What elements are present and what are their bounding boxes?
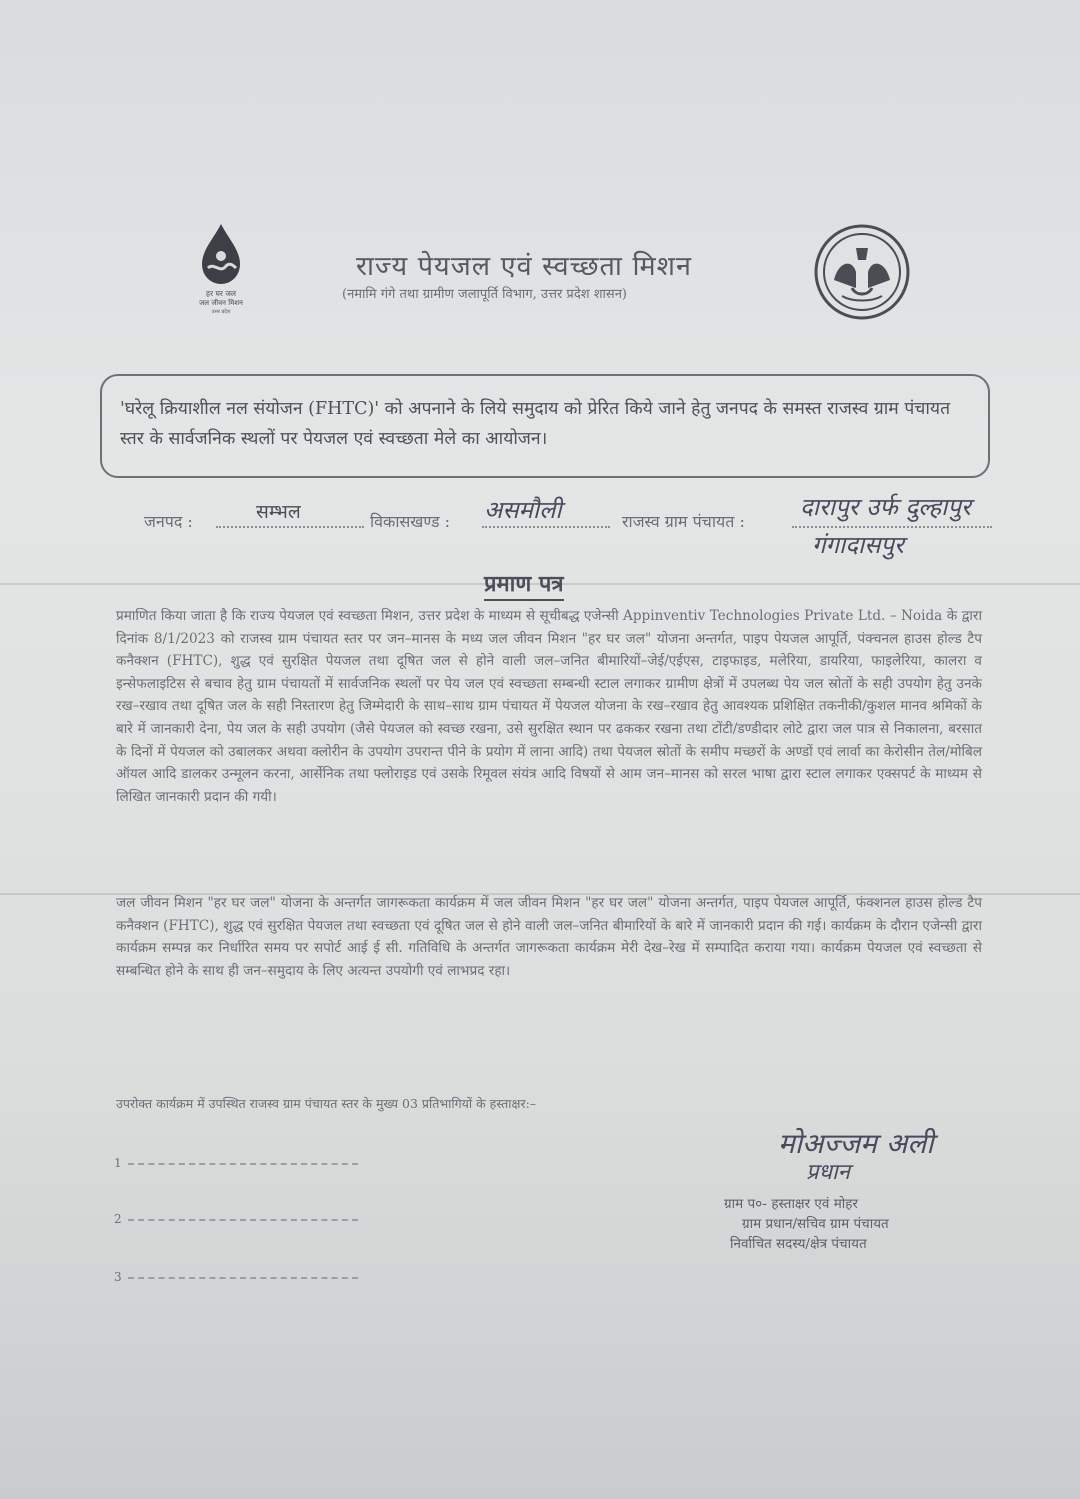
svg-text:जल जीवन मिशन: जल जीवन मिशन [199, 299, 243, 307]
header-title: राज्य पेयजल एवं स्वच्छता मिशन [356, 251, 692, 282]
svg-text:उत्तर प्रदेश: उत्तर प्रदेश [211, 309, 231, 315]
block-dotted-line [482, 526, 610, 528]
certificate-paragraph-2: जल जीवन मिशन "हर घर जल" योजना के अन्तर्गत जागरूकता कार्यक्रम में जल जीवन मिशन "हर घर जल" योजना अन्तर्गत, पाइप पेयजल आपूर्ति, फंक्शनल हाउस होल्ड टैप कनैक्शन (FHTC), शुद्ध एवं सुरक्षित पेयजल तथा स्वच्छता एवं दूषित जल से होने वाली जल–जनित बीमारियों के बारे में जानकारी प्रदान की गई। कार्यक्रम के दौरान एजेन्सी द्वारा कार्यक्रम सम्पन्न कर निर्धारित समय पर सपोर्ट आई ई सी. गतिविधि के अन्तर्गत जागरूकता कार्यक्रम मेरी देख–रेख में सम्पादित कराया गया। कार्यक्रम पेयजल एवं स्वच्छता से सम्बन्धित होने के साथ ही जन–समुदाय के लिए अत्यन्त उपयोगी एवं लाभप्रद रहा। [116, 895, 982, 979]
block-value-handwritten: असमौली [484, 496, 562, 524]
header-subtitle: (नमामि गंगे तथा ग्रामीण जलापूर्ति विभाग, उत्तर प्रदेश शासन) [342, 287, 627, 302]
event-banner-text: 'घरेलू क्रियाशील नल संयोजन (FHTC)' को अपनाने के लिये समुदाय को प्रेरित किये जाने हेतु जनपद के समस्त राजस्व ग्राम पंचायत स्तर के सार्वजनिक स्थलों पर पेयजल एवं स्वच्छता मेले का आयोजन। [120, 399, 951, 449]
panchayat-value-handwritten-1: दारापुर उर्फ दुल्हापुर [800, 493, 971, 521]
svg-text:हर घर जल: हर घर जल [206, 289, 236, 298]
certificate-paragraph-1: प्रमाणित किया जाता है कि राज्य पेयजल एवं स्वच्छता मिशन, उत्तर प्रदेश के माध्यम से सूचीबद्ध एजेन्सी Appinventiv Technologies Private Ltd. – Noida के द्वारा दिनांक 8/1/2023 को राजस्व ग्राम पंचायत स्तर पर जन–मानस के मध्य जल जीवन मिशन "हर घर जल" योजना अन्तर्गत, पाइप पेयजल आपूर्ति, पंक्चनल हाउस होल्ड टैप कनैक्शन (FHTC), शुद्ध एवं सुरक्षित पेयजल तथा दूषित जल से होने वाली जल–जनित बीमारियों–जेई/एईएस, टाइफाइड, मलेरिया, डायरिया, फाइलेरिया, कालरा व इन्सेफलाइटिस से बचाव हेतु ग्राम पंचायतों में सार्वजनिक स्थलों पर पेय जल एवं स्वच्छता सम्बन्धी स्टाल लगाकर ग्रामीण क्षेत्रों में उपलब्ध पेय जल स्रोतों के सही उपयोग हेतु उनके रख–रखाव तथा दूषित जल के सही निस्तारण हेतु जिम्मेदारी के साथ–साथ ग्राम पंचायत में पेयजल योजना के रख–रखाव हेतु आवश्यक प्रशिक्षित तकनीकी/कुशल मानव श्रमिकों के बारे में जानकारी देना, पेय जल के सही उपयोग (जैसे पेयजल को स्वच्छ रखना, उसे सुरक्षित स्थान पर ढककर रखना तथा टोंटी/डण्डीदार लोटे द्वारा जल पात्र से निकालना, बरसात के दिनों में पेयजल को उबालकर अथवा क्लोरीन के उपयोग उपरान्त पीने के प्रयोग में लाना आदि) तथा पेयजल स्रोतों के समीप मच्छरों के अण्डों एवं लार्वा का केरोसीन तेल/मोबिल ऑयल आदि डालकर उन्मूलन करना, आर्सेनिक तथा फ्लोराइड एवं उसके रिमूवल संयंत्र आदि विषयों से आम जन–मानस को सरल भाषा द्वारा स्टाल लगाकर एक्सपर्ट के माध्यम से लिखित जानकारी प्रदान की गयी। [116, 608, 982, 805]
pradhan-signature-name: मोअज्जम अली [778, 1127, 934, 1160]
panchayat-label: राजस्व ग्राम पंचायत : [622, 512, 745, 531]
panchayat-value-handwritten-2: गंगादासपुर [812, 531, 904, 559]
certificate-title: प्रमाण पत्र [484, 568, 564, 601]
stamp-line-3: निर्वाचित सदस्य/क्षेत्र पंचायत [730, 1236, 867, 1252]
uttar-pradesh-seal-emblem [812, 222, 912, 322]
jal-jeevan-mission-logo [186, 218, 256, 318]
signatures-intro: उपरोक्त कार्यक्रम में उपस्थित राजस्व ग्राम पंचायत स्तर के मुख्य 03 प्रतिभागियों के हस्ताक्षर:– [116, 1096, 537, 1111]
block-label: विकासखण्ड : [370, 512, 451, 531]
signature-line-3: 3 [114, 1270, 358, 1284]
pradhan-signature-title: प्रधान [806, 1160, 850, 1185]
signature-line-1: 1 [114, 1156, 358, 1170]
district-label: जनपद : [144, 512, 193, 531]
stamp-line-1: ग्राम प०- हस्ताक्षर एवं मोहर [724, 1196, 858, 1212]
signature-line-2: 2 [114, 1212, 358, 1226]
district-dotted-line [216, 526, 364, 528]
stamp-line-2: ग्राम प्रधान/सचिव ग्राम पंचायत [742, 1216, 889, 1232]
district-value: सम्भल [256, 501, 301, 523]
